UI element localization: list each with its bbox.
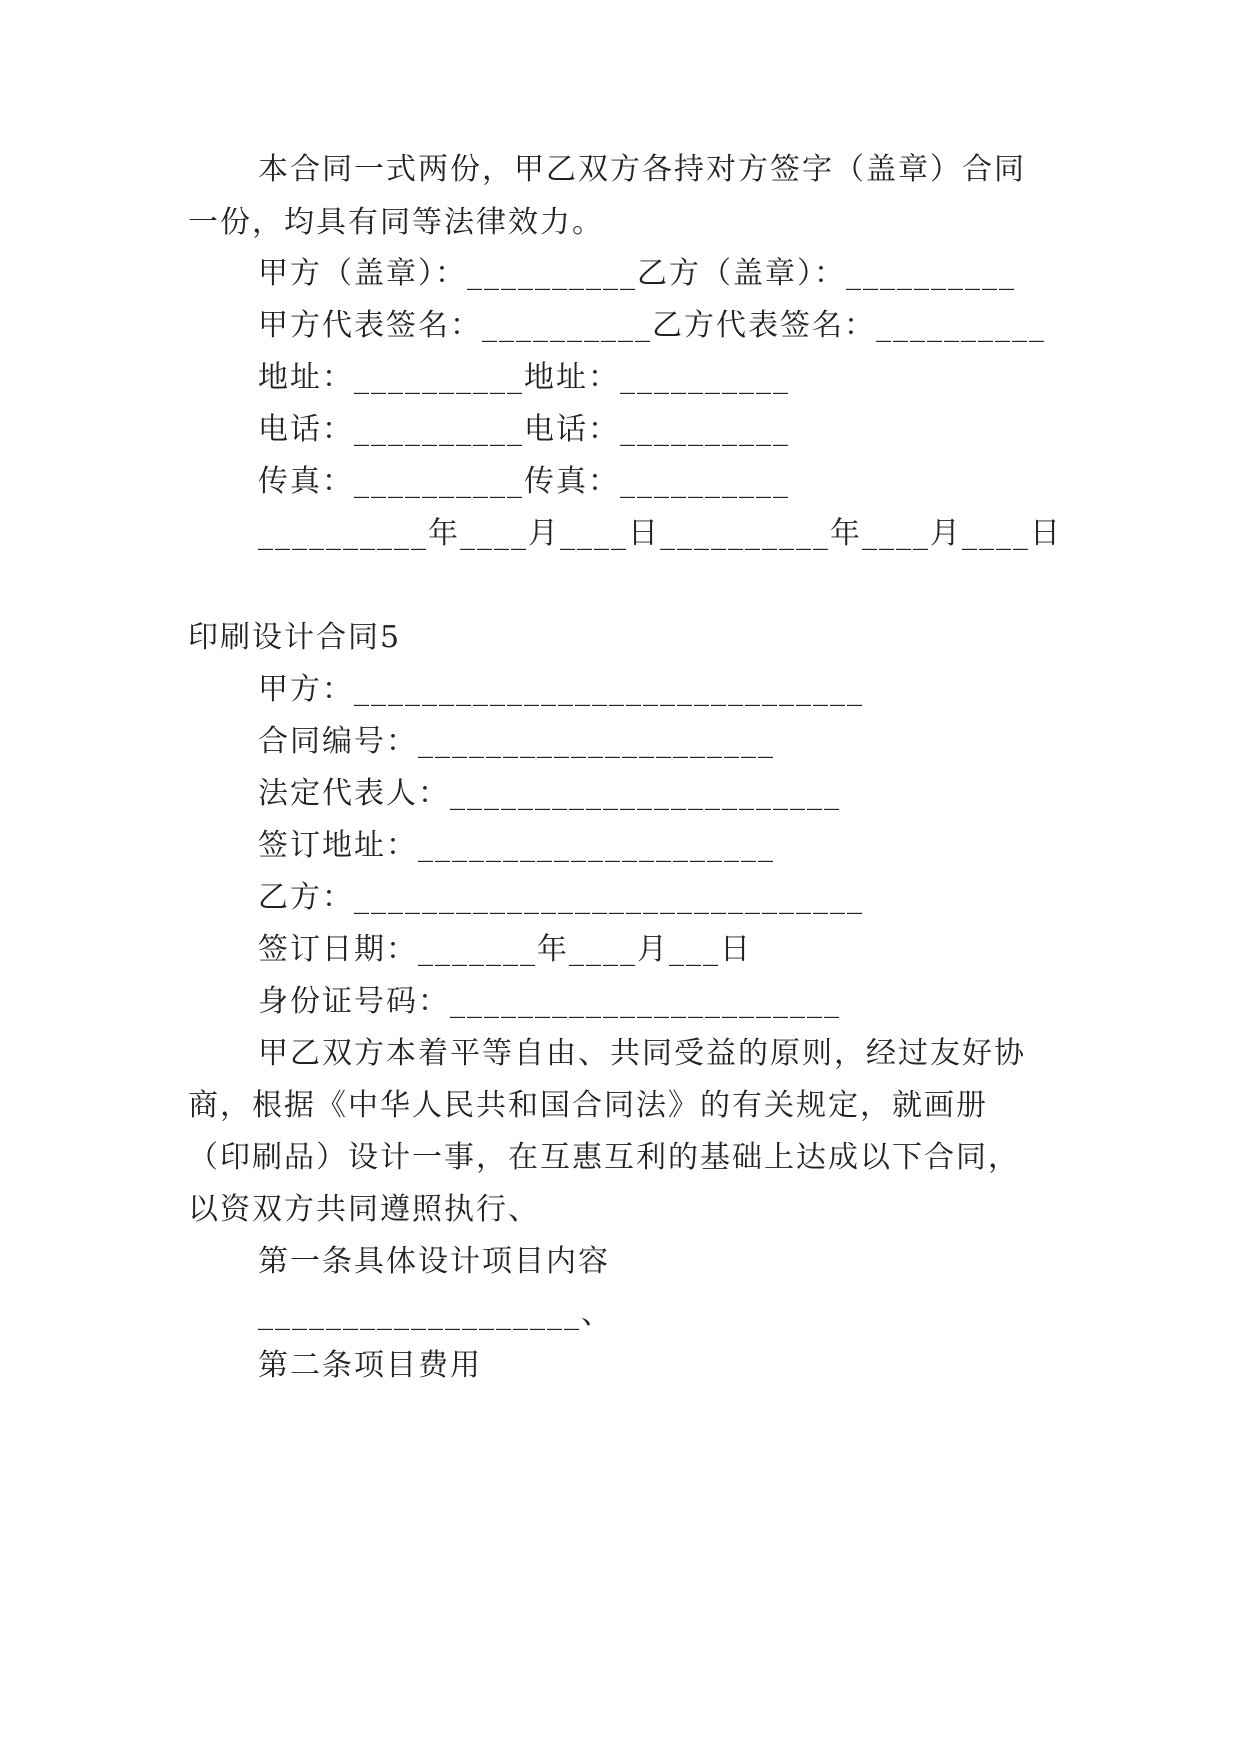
section-title: 印刷设计合同5 <box>188 620 402 655</box>
contract-number-field: 合同编号：_____________________ <box>258 724 775 759</box>
preamble-line-3: （印刷品）设计一事，在互惠互利的基础上达成以下合同， <box>188 1140 1020 1175</box>
signature-fax-line: 传真：__________传真：__________ <box>258 464 790 499</box>
article-1-blank: ___________________、 <box>258 1296 613 1331</box>
preamble-line-4: 以资双方共同遵照执行、 <box>188 1192 540 1227</box>
closing-clause-line-1: 本合同一式两份，甲乙双方各持对方签字（盖章）合同 <box>258 152 1026 187</box>
party-b-field: 乙方：______________________________ <box>258 880 864 915</box>
article-1-title: 第一条具体设计项目内容 <box>258 1244 610 1279</box>
party-a-field: 甲方：______________________________ <box>258 672 864 707</box>
preamble-line-1: 甲乙双方本着平等自由、共同受益的原则，经过友好协 <box>258 1036 1026 1071</box>
closing-clause-line-2: 一份，均具有同等法律效力。 <box>188 205 604 240</box>
signature-address-line: 地址：__________地址：__________ <box>258 360 790 395</box>
signing-address-field: 签订地址：_____________________ <box>258 828 775 863</box>
signature-seal-line: 甲方（盖章）：__________乙方（盖章）：__________ <box>258 256 1016 291</box>
signature-date-line: __________年____月____日__________年____月____日 <box>258 516 1062 551</box>
preamble-line-2: 商，根据《中华人民共和国合同法》的有关规定，就画册 <box>188 1088 988 1123</box>
legal-representative-field: 法定代表人：_______________________ <box>258 776 841 811</box>
signing-date-field: 签订日期：_______年____月___日 <box>258 932 752 967</box>
id-number-field: 身份证号码：_______________________ <box>258 984 841 1019</box>
signature-rep-line: 甲方代表签名：__________乙方代表签名：__________ <box>258 308 1046 343</box>
article-2-title: 第二条项目费用 <box>258 1348 482 1383</box>
signature-phone-line: 电话：__________电话：__________ <box>258 412 790 447</box>
